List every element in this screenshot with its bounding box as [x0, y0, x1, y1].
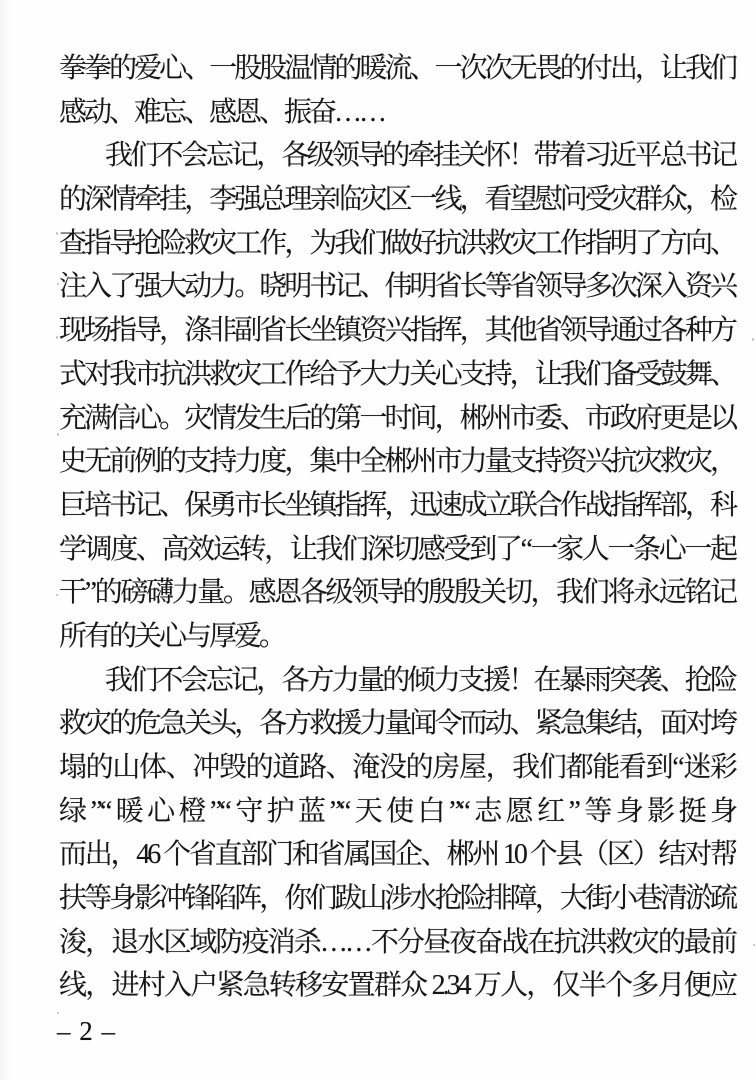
- text-line: 而出，46 个省直部门和省属国企、郴州 10 个县（区）结对帮: [59, 839, 735, 871]
- scan-speck: [56, 336, 58, 339]
- text-line: 塌的山体、冲毁的道路、淹没的房屋，我们都能看到“迷彩: [59, 752, 735, 783]
- text-line: 的深情牵挂，李强总理亲临灾区一线，看望慰问受灾群众，检: [59, 184, 735, 216]
- page-number: – 2 –: [57, 1016, 116, 1046]
- text-line: 我们不会忘记，各方力量的倾力支援！在暴雨突袭、抢险: [105, 664, 735, 696]
- text-line: 救灾的危急关头，各方救援力量闻令而动、紧急集结，面对垮: [59, 708, 735, 740]
- scan-edge-shade: [0, 0, 10, 1080]
- text-line: 扶等身影冲锋陷阵，你们跋山涉水抢险排障，大街小巷清淤疏: [59, 883, 735, 915]
- text-line: 查指导抢险救灾工作，为我们做好抗洪救灾工作指明了方向、: [59, 227, 735, 259]
- text-line: 我们不会忘记，各级领导的牵挂关怀！带着习近平总书记: [105, 140, 735, 172]
- document-body: [59, 47, 735, 1008]
- text-line: 巨培书记、保勇市长坐镇指挥，迅速成立联合作战指挥部，科: [59, 489, 735, 521]
- text-line: 浚，退水区域防疫消杀……不分昼夜奋战在抗洪救灾的最前: [59, 926, 735, 958]
- text-line: 学调度、高效运转，让我们深切感受到了“一家人一条心一起: [59, 533, 735, 565]
- text-line: 式对我市抗洪救灾工作给予大力关心支持，让我们备受鼓舞、: [59, 358, 735, 390]
- text-line: 感动、难忘、感恩、振奋……: [59, 96, 385, 128]
- text-line: 拳拳的爱心、一股股温情的暖流、一次次无畏的付出，让我们: [59, 53, 735, 84]
- scan-speck: [56, 594, 58, 596]
- text-line: 充满信心。灾情发生后的第一时间，郴州市委、市政府更是以: [59, 402, 735, 434]
- scan-speck: [57, 1012, 59, 1014]
- text-line: 所有的关心与厚爱。: [59, 620, 285, 652]
- scan-speck: [753, 944, 755, 946]
- text-line: 史无前例的支持力度，集中全郴州市力量支持资兴抗灾救灾，: [59, 446, 735, 478]
- scan-speck: [752, 338, 754, 341]
- text-line: 现场指导，涤非副省长坐镇资兴指挥，其他省领导通过各种方: [59, 315, 735, 347]
- text-line: 注入了强大动力。晓明书记、伟明省长等省领导多次深入资兴: [59, 271, 735, 303]
- text-line: 线，进村入户紧急转移安置群众 2.34 万人，仅半个多月便应: [59, 970, 735, 1002]
- scan-speck: [56, 232, 58, 235]
- text-line: 干”的磅礴力量。感恩各级领导的殷殷关切，我们将永远铭记: [59, 577, 735, 609]
- text-line: 绿”“暖心橙”“守护蓝”“天使白”“志愿红”等身影挺身: [59, 795, 735, 827]
